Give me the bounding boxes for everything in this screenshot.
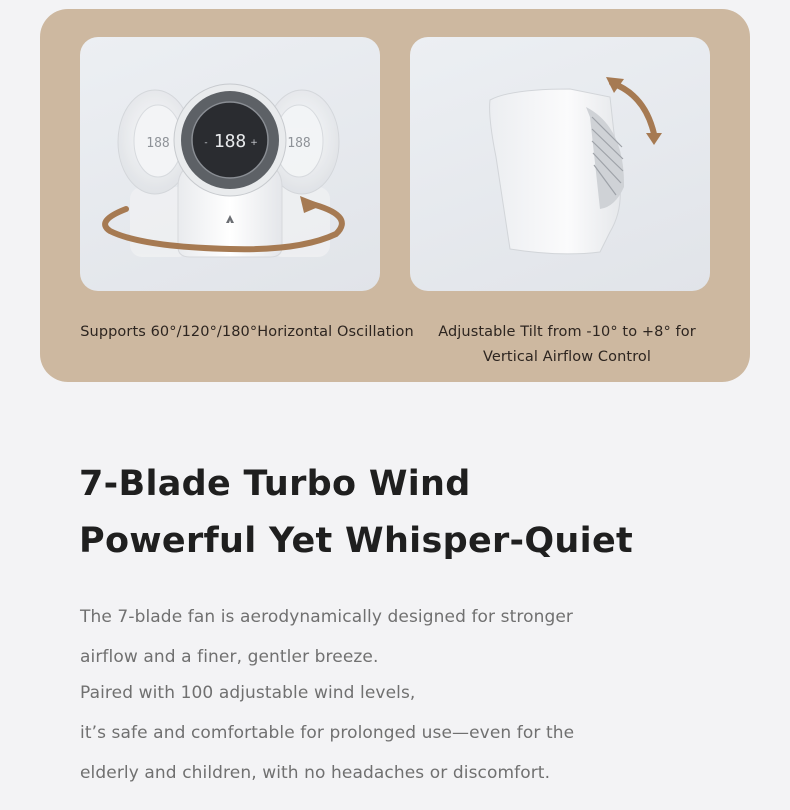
description-line: Paired with 100 adjustable wind levels, xyxy=(80,683,416,703)
oscillation-caption: Supports 60°/120°/180°Horizontal Oscillation xyxy=(80,324,414,340)
tilt-image xyxy=(410,37,710,291)
description-line: it’s safe and comfortable for prolonged use—even for the xyxy=(80,723,575,743)
description xyxy=(80,599,720,795)
tilt-arrow xyxy=(612,83,654,134)
svg-text:188: 188 xyxy=(287,136,311,151)
description-line: The 7-blade fan is aerodynamically designed for stronger xyxy=(80,607,573,627)
oscillating-fan-illustration xyxy=(80,37,380,291)
tilt-caption: Adjustable Tilt from -10° to +8° for Vertical Airflow Control xyxy=(438,324,696,365)
headline-line-2: Powerful Yet Whisper-Quiet xyxy=(79,521,634,561)
feature-card xyxy=(40,9,750,382)
svg-text:-: - xyxy=(204,138,208,148)
svg-text:188: 188 xyxy=(146,136,170,151)
headline-line-1: 7-Blade Turbo Wind xyxy=(79,464,471,504)
fan-display: 188 xyxy=(213,131,247,152)
description-line: airflow and a finer, gentler breeze. xyxy=(80,647,379,667)
svg-text:+: + xyxy=(250,138,258,148)
tilting-fan-illustration xyxy=(410,37,710,291)
description-line: elderly and children, with no headaches or discomfort. xyxy=(80,763,551,783)
section-headline xyxy=(79,456,719,570)
oscillation-image xyxy=(80,37,380,291)
